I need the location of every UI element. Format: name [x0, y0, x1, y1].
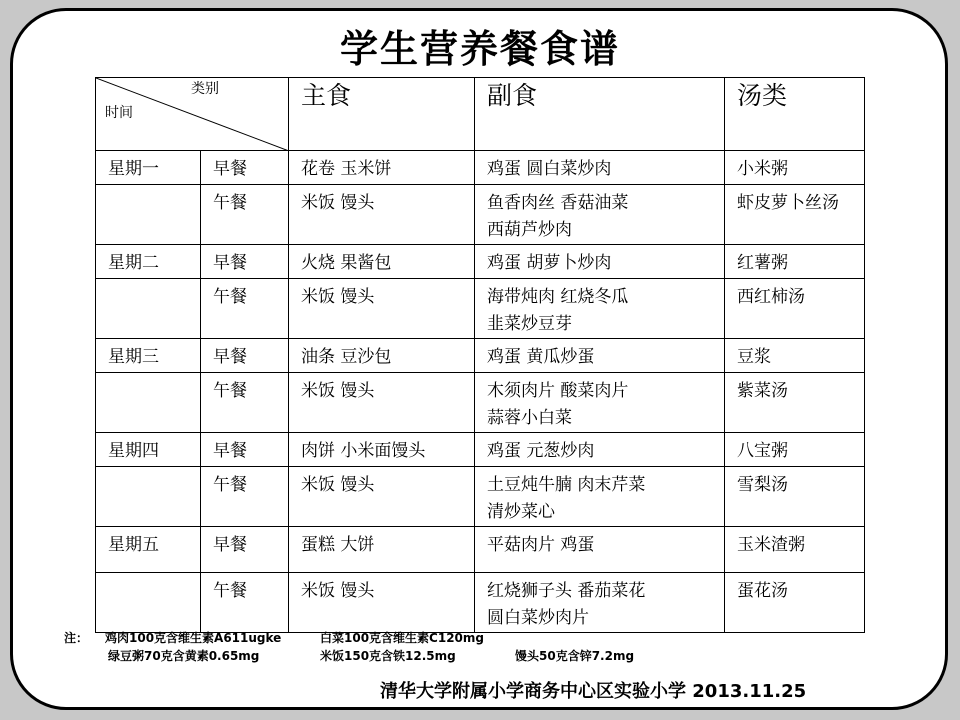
- soup-cell-text: 八宝粥: [737, 441, 788, 461]
- soup-cell-text: 玉米渣粥: [737, 535, 805, 555]
- day-cell: [96, 245, 201, 279]
- meal-cell-text: 早餐: [213, 441, 247, 461]
- side-dish-line: 清炒菜心: [487, 502, 555, 522]
- side-dish-cell: [475, 339, 725, 373]
- soup-cell-text: 豆浆: [737, 347, 771, 367]
- note-chicken: 鸡肉100克含维生素A611ugke: [105, 631, 282, 645]
- meal-cell-text: 午餐: [213, 381, 247, 401]
- staple-cell-text: 米饭 馒头: [301, 193, 375, 213]
- note-steamed-bun: 馒头50克含锌7.2mg: [515, 649, 635, 663]
- header-row: [96, 78, 865, 151]
- side-dish-line: 海带炖肉 红烧冬瓜: [487, 287, 629, 307]
- staple-cell-text: 肉饼 小米面馒头: [301, 441, 426, 461]
- side-dish-cell: [475, 467, 725, 527]
- meal-cell: [201, 527, 289, 573]
- meal-cell: [201, 245, 289, 279]
- soup-cell-text: 紫菜汤: [737, 381, 788, 401]
- side-dish-cell: [475, 185, 725, 245]
- menu-row: [96, 151, 865, 185]
- side-dish-cell: [475, 245, 725, 279]
- day-cell-text: [108, 185, 200, 190]
- side-dish-line: 鱼香肉丝 香菇油菜: [487, 193, 629, 213]
- staple-cell-text: 米饭 馒头: [301, 381, 375, 401]
- soup-cell-text: 雪梨汤: [737, 475, 788, 495]
- soup-cell: [725, 151, 865, 185]
- day-cell-text: [108, 373, 200, 378]
- note-cabbage: 白菜100克含维生素C120mg: [320, 631, 484, 645]
- day-cell-text: [108, 573, 200, 578]
- day-cell-text: 星期二: [108, 253, 159, 273]
- side-dish-line: 土豆炖牛腩 肉末芹菜: [487, 475, 646, 495]
- menu-table: [95, 77, 865, 633]
- day-cell: [96, 433, 201, 467]
- staple-cell: [289, 245, 475, 279]
- day-cell: [96, 279, 201, 339]
- menu-row: [96, 339, 865, 373]
- meal-cell: [201, 467, 289, 527]
- meal-cell: [201, 151, 289, 185]
- day-cell: [96, 339, 201, 373]
- menu-row: [96, 185, 865, 245]
- soup-cell-text: 红薯粥: [737, 253, 788, 273]
- side-dish-line: 鸡蛋 胡萝卜炒肉: [487, 253, 612, 273]
- day-cell: [96, 185, 201, 245]
- soup-cell-text: 蛋花汤: [737, 581, 788, 601]
- menu-row: [96, 573, 865, 633]
- soup-cell: [725, 527, 865, 573]
- meal-cell: [201, 573, 289, 633]
- staple-cell-text: 米饭 馒头: [301, 475, 375, 495]
- side-dish-cell: [475, 279, 725, 339]
- staple-cell-text: 米饭 馒头: [301, 287, 375, 307]
- corner-category-label: 类别: [191, 81, 219, 97]
- corner-header-cell: [96, 78, 289, 151]
- day-cell-text: [108, 279, 200, 284]
- soup-cell-text: 小米粥: [737, 159, 788, 179]
- side-dish-line: 平菇肉片 鸡蛋: [487, 535, 595, 555]
- menu-row: [96, 373, 865, 433]
- side-dish-line: 鸡蛋 元葱炒肉: [487, 441, 595, 461]
- side-dish-line: 红烧狮子头 番茄菜花: [487, 581, 646, 601]
- meal-cell: [201, 433, 289, 467]
- side-dish-cell: [475, 433, 725, 467]
- staple-cell-text: 油条 豆沙包: [301, 347, 392, 367]
- day-cell: [96, 467, 201, 527]
- meal-cell: [201, 279, 289, 339]
- side-dish-line: 圆白菜炒肉片: [487, 608, 589, 628]
- staple-cell: [289, 527, 475, 573]
- staple-cell: [289, 185, 475, 245]
- day-cell: [96, 373, 201, 433]
- side-dish-line: 鸡蛋 圆白菜炒肉: [487, 159, 612, 179]
- side-dish-cell: [475, 573, 725, 633]
- staple-cell: [289, 339, 475, 373]
- note-mung-bean: 绿豆粥70克含黄素0.65mg: [108, 649, 260, 663]
- side-dish-cell: [475, 373, 725, 433]
- meal-cell-text: 午餐: [213, 581, 247, 601]
- soup-cell: [725, 245, 865, 279]
- menu-row: [96, 433, 865, 467]
- staple-cell: [289, 433, 475, 467]
- meal-cell: [201, 373, 289, 433]
- side-dish-cell: [475, 151, 725, 185]
- soup-cell-text: 西红柿汤: [737, 287, 805, 307]
- meal-cell-text: 早餐: [213, 159, 247, 179]
- soup-cell: [725, 467, 865, 527]
- menu-row: [96, 467, 865, 527]
- day-cell-text: 星期一: [108, 159, 159, 179]
- soup-cell: [725, 339, 865, 373]
- day-cell-text: 星期四: [108, 441, 159, 461]
- staple-cell-text: 火烧 果酱包: [301, 253, 392, 273]
- note-rice: 米饭150克含铁12.5mg: [320, 649, 456, 663]
- meal-cell-text: 早餐: [213, 535, 247, 555]
- day-cell: [96, 573, 201, 633]
- day-cell-text: 星期五: [108, 535, 159, 555]
- meal-cell: [201, 339, 289, 373]
- staple-cell-text: 蛋糕 大饼: [301, 535, 375, 555]
- school-footer: 清华大学附属小学商务中心区实验小学 2013.11.25: [380, 681, 807, 702]
- column-header-staple: 主食: [289, 78, 475, 151]
- soup-cell: [725, 573, 865, 633]
- staple-cell: [289, 151, 475, 185]
- side-dish-line: 蒜蓉小白菜: [487, 408, 572, 428]
- day-cell-text: [108, 467, 200, 472]
- side-dish-line: 韭菜炒豆芽: [487, 314, 572, 334]
- soup-cell: [725, 433, 865, 467]
- staple-cell: [289, 467, 475, 527]
- side-dish-cell: [475, 527, 725, 573]
- meal-cell: [201, 185, 289, 245]
- meal-cell-text: 午餐: [213, 475, 247, 495]
- day-cell: [96, 151, 201, 185]
- day-cell-text: 星期三: [108, 347, 159, 367]
- corner-time-label: 时间: [105, 105, 133, 121]
- staple-cell: [289, 373, 475, 433]
- soup-cell: [725, 373, 865, 433]
- soup-cell: [725, 279, 865, 339]
- staple-cell-text: 花卷 玉米饼: [301, 159, 392, 179]
- meal-cell-text: 早餐: [213, 347, 247, 367]
- page-title: 学生营养餐食谱: [339, 27, 620, 71]
- side-dish-line: 西葫芦炒肉: [487, 220, 572, 240]
- meal-cell-text: 午餐: [213, 193, 247, 213]
- menu-row: [96, 279, 865, 339]
- menu-row: [96, 245, 865, 279]
- staple-cell: [289, 573, 475, 633]
- soup-cell-text: 虾皮萝卜丝汤: [737, 193, 839, 213]
- side-dish-line: 木须肉片 酸菜肉片: [487, 381, 629, 401]
- column-header-side: 副食: [475, 78, 725, 151]
- column-header-soup: 汤类: [725, 78, 865, 151]
- meal-cell-text: 午餐: [213, 287, 247, 307]
- staple-cell: [289, 279, 475, 339]
- notes-prefix: 注：: [64, 631, 89, 645]
- menu-row: [96, 527, 865, 573]
- soup-cell: [725, 185, 865, 245]
- side-dish-line: 鸡蛋 黄瓜炒蛋: [487, 347, 595, 367]
- meal-cell-text: 早餐: [213, 253, 247, 273]
- staple-cell-text: 米饭 馒头: [301, 581, 375, 601]
- day-cell: [96, 527, 201, 573]
